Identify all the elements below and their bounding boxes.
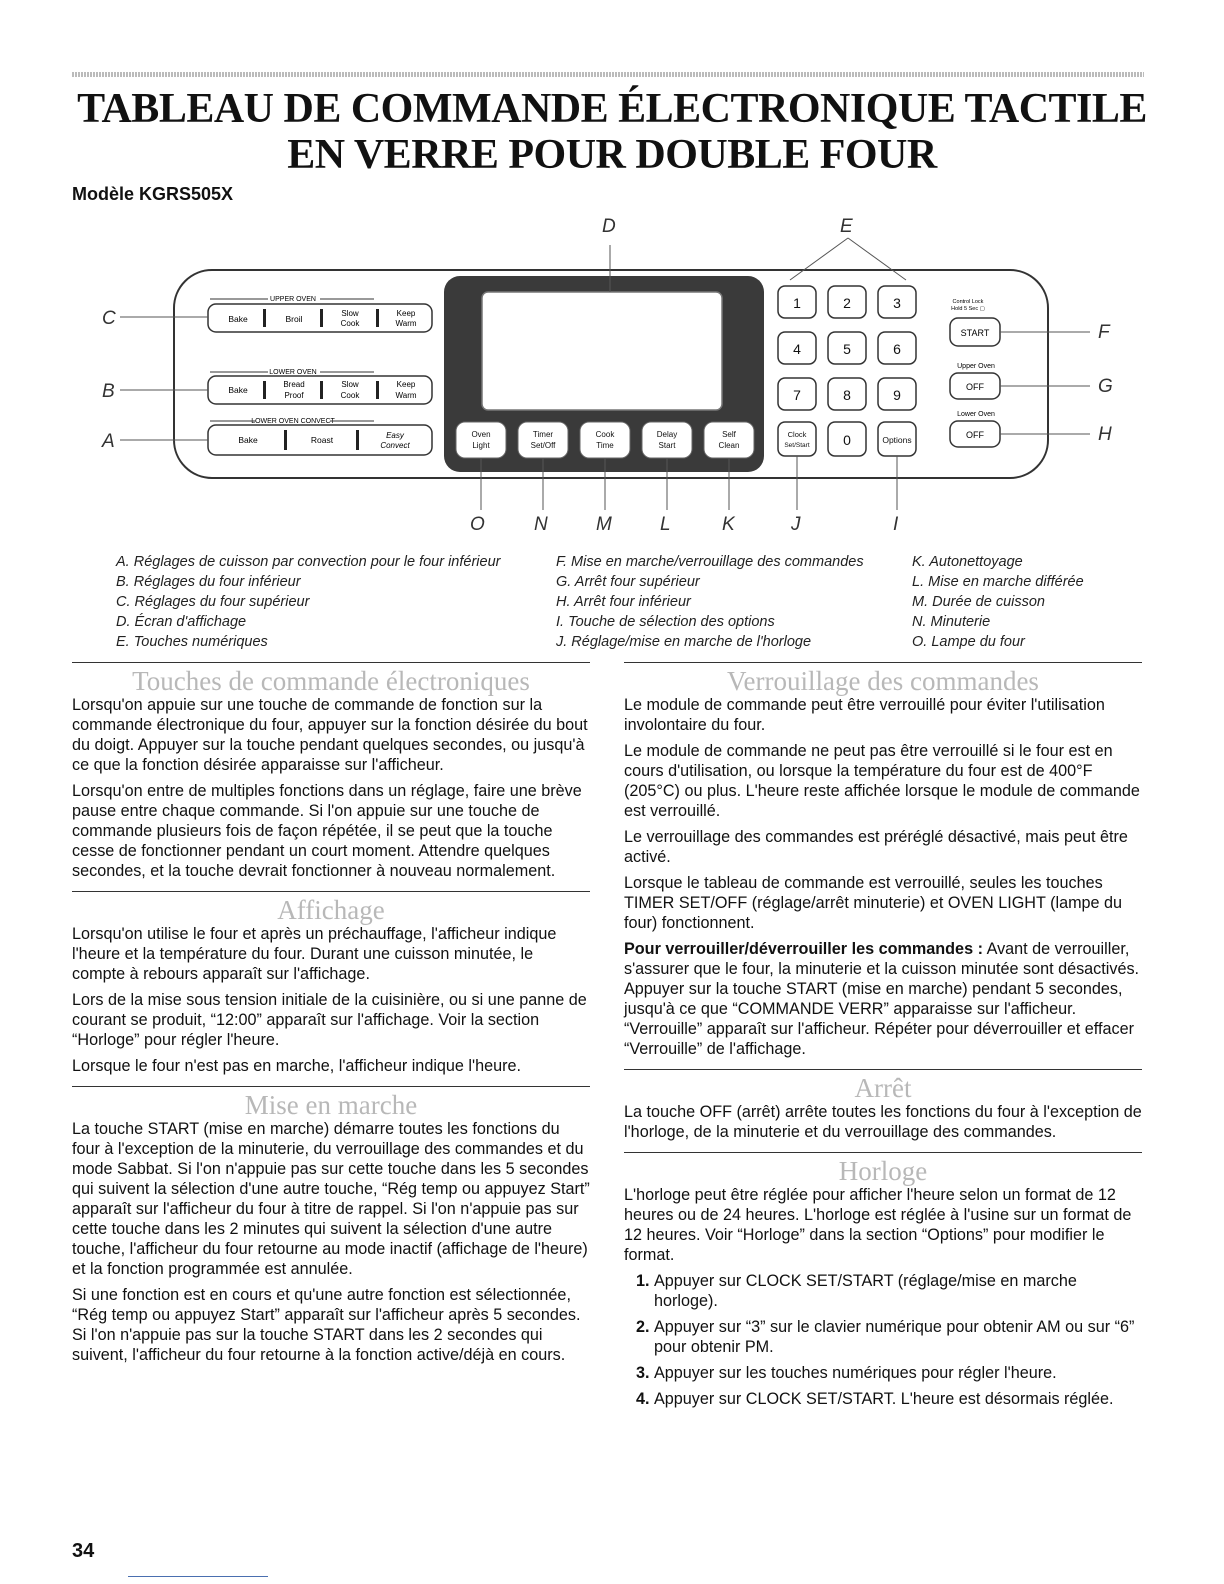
svg-text:Self: Self xyxy=(722,430,736,439)
svg-text:Slow: Slow xyxy=(341,380,359,389)
svg-text:M: M xyxy=(596,514,612,535)
upper-bake: Bake xyxy=(228,314,248,324)
clock-steps xyxy=(624,1271,1142,1409)
upper-off-button[interactable] xyxy=(950,373,1000,399)
list-item: 3. Appuyer sur les touches numériques pour régler l'heure. xyxy=(654,1363,1142,1383)
paragraph: Le module de commande peut être verrouillé pour éviter l'utilisation involontaire du four. xyxy=(624,696,1105,734)
svg-text:Proof: Proof xyxy=(284,391,304,400)
svg-text:F: F xyxy=(1098,322,1110,343)
svg-text:3: 3 xyxy=(893,295,901,311)
svg-text:J: J xyxy=(791,514,801,535)
svg-text:Set/Off: Set/Off xyxy=(530,441,556,450)
svg-text:Convect: Convect xyxy=(380,441,410,450)
legend-col-1: A. Réglages de cuisson par convection pour le four inférieur B. Réglages du four inférieur C. Réglages du four supérieur D. Écran d'affichage E. Touches numériques xyxy=(116,554,501,650)
paragraph: Lorsque le tableau de commande est verrouillé, seules les touches TIMER SET/OFF (réglage/arrêt minuterie) et OVEN LIGHT (lampe du four) fonctionnent. xyxy=(624,874,1123,932)
section-title-mise: Mise en marche xyxy=(244,1090,418,1120)
section-title-arret: Arrêt xyxy=(854,1073,912,1103)
svg-text:H: H xyxy=(1098,424,1112,445)
svg-text:C: C xyxy=(102,308,116,329)
svg-text:7: 7 xyxy=(793,387,801,403)
section-title-touches: Touches de commande électroniques xyxy=(132,666,530,696)
function-buttons[interactable] xyxy=(456,422,754,458)
lower-oven-small-label: Lower Oven xyxy=(957,411,995,418)
svg-text:Warm: Warm xyxy=(395,319,417,328)
page-number: 34 xyxy=(72,1540,95,1562)
list-item: 1. Appuyer sur CLOCK SET/START (réglage/mise en marche horloge). xyxy=(654,1271,1142,1311)
paragraph: Lorsqu'on appuie sur une touche de commande de fonction sur la commande électronique du four, appuyer sur la fonction désirée du bout du doigt. Appuyer sur la touche pendant quelques secondes, ou jusqu'à ce que la fonction désirée apparaisse sur l'afficheur. xyxy=(72,696,588,774)
lower-oven-buttons[interactable] xyxy=(208,376,432,404)
svg-text:Control Lock: Control Lock xyxy=(952,299,984,305)
svg-text:Cook: Cook xyxy=(340,319,360,328)
svg-text:5: 5 xyxy=(843,341,851,357)
title-line-2: EN VERRE POUR DOUBLE FOUR xyxy=(287,132,937,178)
upper-oven-buttons[interactable] xyxy=(208,304,432,332)
upper-oven-small-label: Upper Oven xyxy=(957,363,995,370)
svg-text:Time: Time xyxy=(596,441,614,450)
start-button[interactable] xyxy=(950,318,1000,346)
svg-text:Start: Start xyxy=(658,441,676,450)
page-title xyxy=(72,86,1152,178)
svg-text:9: 9 xyxy=(893,387,901,403)
svg-text:Easy: Easy xyxy=(386,431,404,440)
svg-text:G: G xyxy=(1098,376,1113,397)
svg-text:Options: Options xyxy=(882,435,912,445)
svg-text:8: 8 xyxy=(843,387,851,403)
svg-text:Oven: Oven xyxy=(471,430,491,439)
model-label: Modèle KGRS505X xyxy=(72,184,234,204)
paragraph: Si une fonction est en cours et qu'une autre fonction est sélectionnée, “Rég temp ou appuyez Start” apparaît sur l'afficheur après 5 secondes. Si l'on n'appuie pas sur la touche START dans les 2 secondes qui suivent, l'afficheur du four retourne à la fonction active/déjà en cours. xyxy=(72,1286,581,1364)
svg-text:Clock: Clock xyxy=(787,430,807,439)
top-rule xyxy=(72,72,1144,77)
svg-text:Cook: Cook xyxy=(340,391,360,400)
title-line-1: TABLEAU DE COMMANDE ÉLECTRONIQUE TACTILE xyxy=(77,86,1147,132)
footer-line xyxy=(128,1576,268,1577)
paragraph: Lorsque le four n'est pas en marche, l'afficheur indique l'heure. xyxy=(72,1057,522,1075)
svg-text:6: 6 xyxy=(893,341,901,357)
paragraph: Le verrouillage des commandes est préréglé désactivé, mais peut être activé. xyxy=(624,828,1128,866)
svg-text:2: 2 xyxy=(843,295,851,311)
svg-text:Bread: Bread xyxy=(283,380,305,389)
lower-bake: Bake xyxy=(228,385,248,395)
svg-text:O: O xyxy=(470,514,485,535)
paragraph: La touche START (mise en marche) démarre toutes les fonctions du four à l'exception de la minuterie, du verrouillage des commandes et du mode Sabbat. Si l'on n'appuie pas sur cette touche dans les 5 secondes qui suivent la sélection d'une autre touche, “Rég temp ou appuyez Start” apparaît sur l'afficheur du four à titre de rappel. Si l'on n'appuie pas sur cette touche dans les 2 minutes qui suivent la sélection d'une autre touche, l'afficheur du four retourne au mode inactif (affichage de l'heure) et la fonction programmée est annulée. xyxy=(72,1120,590,1278)
right-column xyxy=(624,662,1142,1415)
svg-text:OFF: OFF xyxy=(966,430,984,440)
svg-text:Slow: Slow xyxy=(341,309,359,318)
svg-text:Set/Start: Set/Start xyxy=(784,442,810,449)
section-title-horloge: Horloge xyxy=(838,1156,928,1186)
section-title-verrouillage: Verrouillage des commandes xyxy=(727,666,1039,696)
upper-broil: Broil xyxy=(285,314,303,324)
svg-text:D: D xyxy=(602,216,616,237)
legend-col-3: K. Autonettoyage L. Mise en marche différée M. Durée de cuisson N. Minuterie O. Lampe du four xyxy=(912,554,1084,650)
lower-convect-buttons[interactable] xyxy=(208,425,432,455)
svg-text:Cook: Cook xyxy=(595,430,615,439)
paragraph: Pour verrouiller/déverrouiller les commandes : Avant de verrouiller, s'assurer que le four, la minuterie et la cuisson minutée sont désactivés. Appuyer sur la touche START (mise en marche) pendant 5 secondes, jusqu'à ce que “COMMANDE VERR” apparaisse sur l'afficheur. “Verrouille” apparaît sur l'afficheur. Répéter pour déverrouiller et effacer “Verrouille” de l'affichage. xyxy=(624,940,1140,1058)
svg-text:Clean: Clean xyxy=(718,441,740,450)
paragraph: La touche OFF (arrêt) arrête toutes les fonctions du four à l'exception de l'horloge, de la minuterie et du verrouillage des commandes. xyxy=(624,1103,1142,1141)
svg-text:Keep: Keep xyxy=(396,380,416,389)
paragraph: Lors de la mise sous tension initiale de la cuisinière, ou si une panne de courant se produit, “12:00” apparaît sur l'affichage. Voir la section “Horloge” pour régler l'heure. xyxy=(72,991,587,1049)
svg-text:K: K xyxy=(722,514,735,535)
paragraph: Lorsqu'on utilise le four et après un préchauffage, l'afficheur indique l'heure et la température du four. Durant une cuisson minutée, le compte à rebours apparaît sur l'affichage. xyxy=(72,925,557,983)
svg-text:I: I xyxy=(893,514,899,535)
display-screen xyxy=(482,292,722,410)
svg-text:E: E xyxy=(840,216,853,237)
svg-text:0: 0 xyxy=(843,432,851,448)
paragraph: Lorsqu'on entre de multiples fonctions dans un réglage, faire une brève pause entre chaque commande. Si l'on appuie sur une touche de commande plusieurs fois de façon répétée, il se peut que la touche cesse de fonctionner pendant un court moment. Attendre quelques secondes, et la touche devrait fonctionner à nouveau normalement. xyxy=(72,782,582,880)
svg-text:L: L xyxy=(660,514,671,535)
upper-oven-label: UPPER OVEN xyxy=(270,296,316,303)
svg-text:OFF: OFF xyxy=(966,382,984,392)
svg-text:Keep: Keep xyxy=(396,309,416,318)
svg-text:Warm: Warm xyxy=(395,391,417,400)
convect-roast: Roast xyxy=(310,435,334,445)
section-title-affichage: Affichage xyxy=(277,895,385,925)
svg-text:Delay: Delay xyxy=(656,430,678,439)
convect-bake: Bake xyxy=(238,435,258,445)
control-panel-diagram xyxy=(80,210,1140,540)
svg-text:A: A xyxy=(102,431,115,452)
lower-oven-label: LOWER OVEN xyxy=(269,369,317,376)
paragraph: Le module de commande ne peut pas être verrouillé si le four est en cours d'utilisation, ou lorsque la température du four est de 400°F (205°C) ou plus. L'heure reste affichée lorsque le module de commande est verrouillé. xyxy=(624,742,1140,820)
svg-text:4: 4 xyxy=(793,341,801,357)
lower-convect-label: LOWER OVEN CONVECT xyxy=(251,418,335,425)
svg-text:Light: Light xyxy=(472,441,490,450)
svg-text:1: 1 xyxy=(793,295,801,311)
svg-text:B: B xyxy=(102,381,115,402)
svg-text:Timer: Timer xyxy=(532,430,554,439)
svg-text:Hold 5 Sec ▢: Hold 5 Sec ▢ xyxy=(951,306,985,312)
svg-text:START: START xyxy=(960,328,990,338)
legend-col-2: F. Mise en marche/verrouillage des commandes G. Arrêt four supérieur H. Arrêt four inférieur I. Touche de sélection des options J. Réglage/mise en marche de l'horloge xyxy=(556,554,864,650)
lower-off-button[interactable] xyxy=(950,421,1000,447)
list-item: 4. Appuyer sur CLOCK SET/START. L'heure est désormais réglée. xyxy=(654,1389,1142,1409)
svg-text:N: N xyxy=(534,514,548,535)
left-column xyxy=(72,662,590,1371)
paragraph: L'horloge peut être réglée pour afficher l'heure selon un format de 12 heures ou de 24 heures. L'horloge est réglée à l'usine sur un format de 12 heures. Voir “Horloge” dans la section “Options” pour modifier le format. xyxy=(624,1186,1132,1264)
list-item: 2. Appuyer sur “3” sur le clavier numérique pour obtenir AM ou sur “6” pour obtenir PM. xyxy=(654,1317,1142,1357)
